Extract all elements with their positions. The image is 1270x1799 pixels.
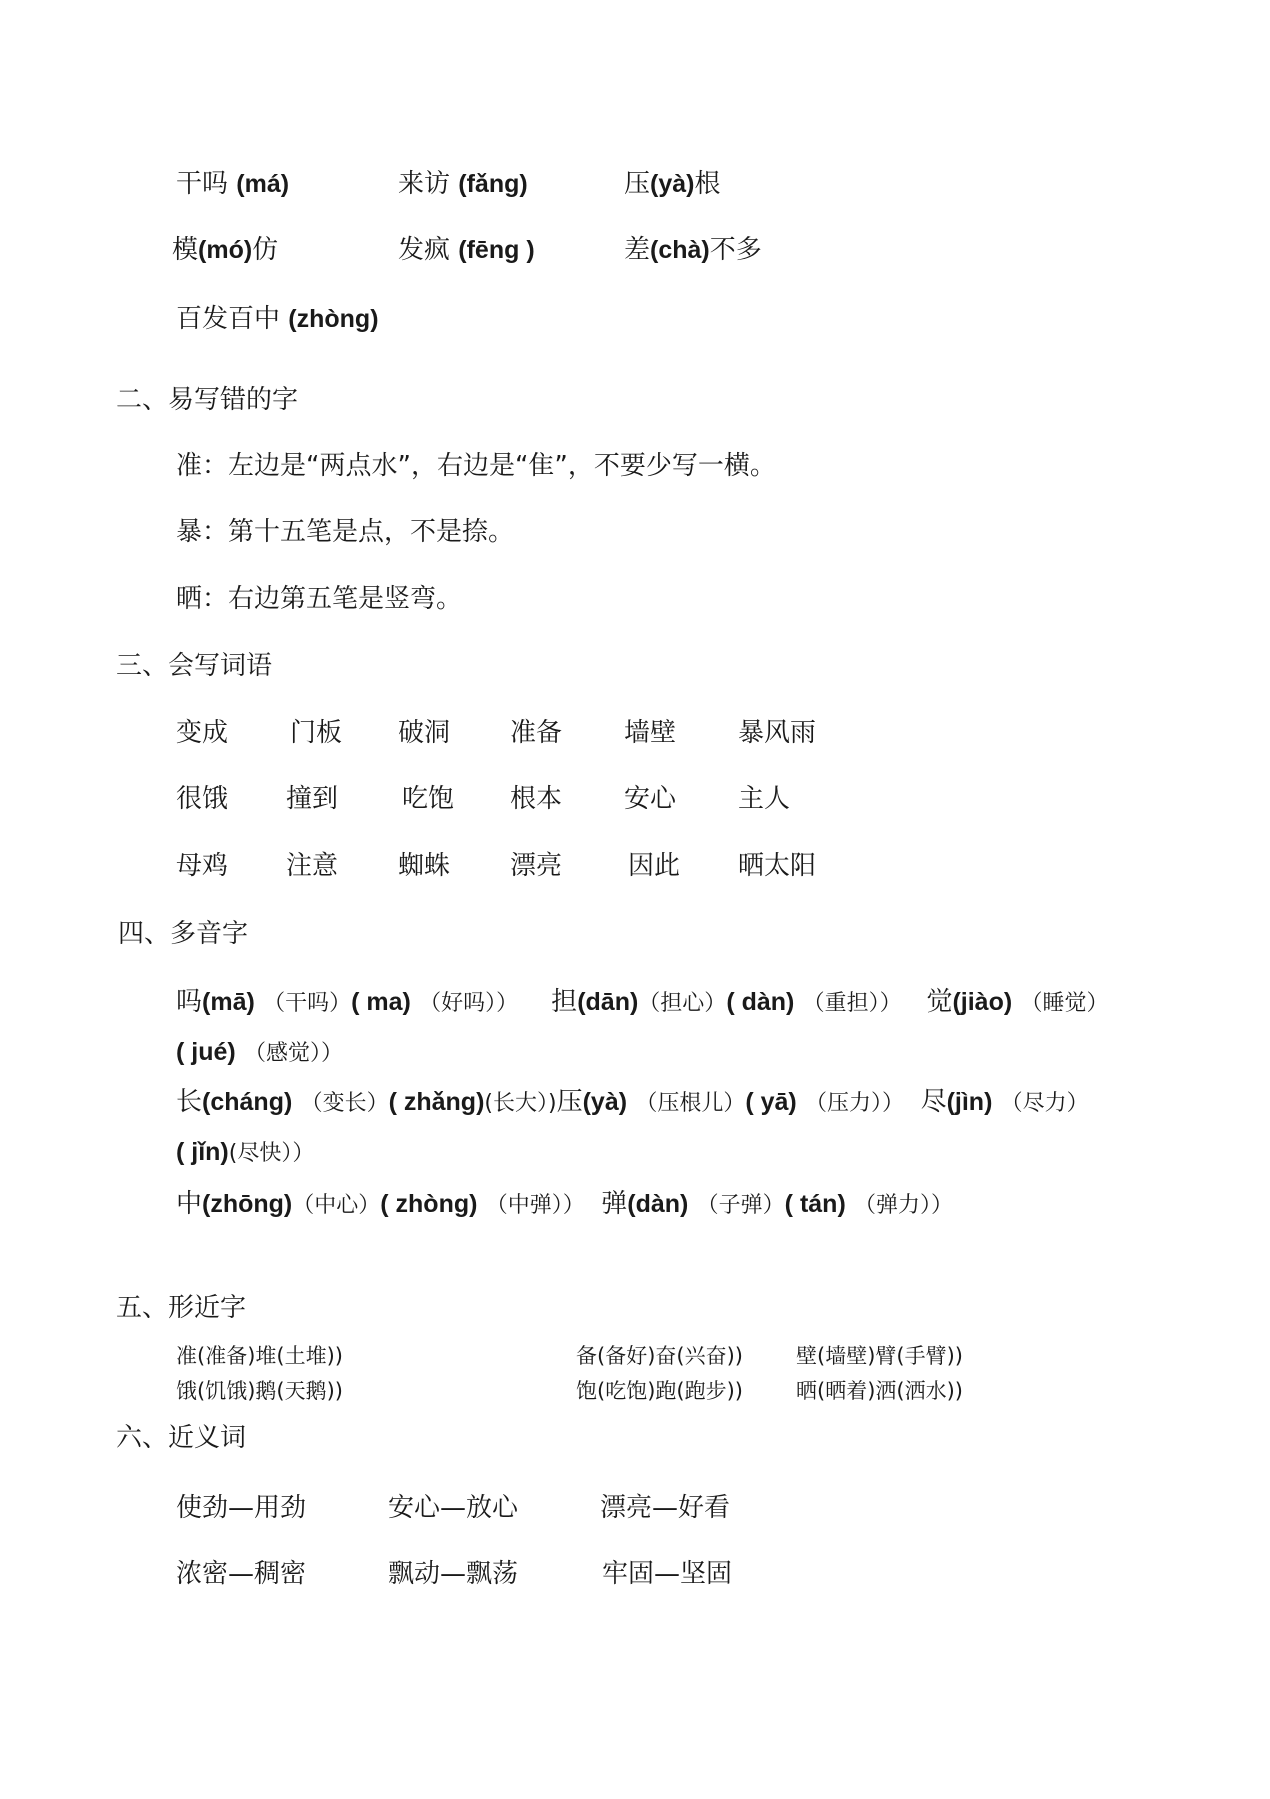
word-item: 注意 (286, 851, 339, 881)
similar-char-item: 饿(饥饿)鹅(天鹅)) (176, 1379, 343, 1403)
synonym-pair: 牢固—坚固 (602, 1559, 733, 1589)
word-item: 晒太阳 (738, 851, 817, 881)
similar-char-item: 备(备好)奋(兴奋)) (576, 1344, 743, 1368)
word-item: 蜘蛛 (398, 851, 451, 881)
note-line-1: 准：左边是“两点水”，右边是“隹”，不要少写一横。 (176, 451, 776, 481)
synonym-pair: 飘动—飘荡 (388, 1559, 519, 1589)
polyphone-line-2: ( jué) （感觉）） (176, 1038, 343, 1066)
polyphone-item-yagen: 压(yà)根 (624, 169, 721, 199)
polyphone-item-baifabaizhong: 百发百中 (zhòng) (176, 304, 379, 334)
section-title-5: 五、形近字 (116, 1293, 247, 1323)
section-title-3: 三、会写词语 (116, 651, 273, 681)
polyphone-item-ganma: 干吗 (má) (176, 169, 290, 199)
polyphone-line-3: 长(cháng) （变长）( zhǎng)(长大）)压(yà) （压根儿）( yā) （压力）） 尽(jìn) （尽力） (176, 1087, 1089, 1117)
similar-char-item: 壁(墙壁)臂(手臂)) (796, 1344, 963, 1368)
polyphone-line-4: ( jǐn)(尽快）） (176, 1138, 315, 1166)
section-title-6: 六、近义词 (116, 1423, 247, 1453)
word-item: 暴风雨 (738, 718, 817, 748)
note-line-3: 晒：右边第五笔是竖弯。 (176, 584, 463, 614)
polyphone-line-5: 中(zhōng)（中心）( zhòng) （中弹）） 弹(dàn) （子弹）( tán) （弹力）） (176, 1189, 954, 1219)
similar-char-item: 饱(吃饱)跑(跑步)) (576, 1379, 743, 1403)
similar-char-item: 晒(晒着)洒(洒水)) (796, 1379, 963, 1403)
word-item: 准备 (510, 718, 563, 748)
word-item: 撞到 (286, 784, 339, 814)
word-item: 门板 (290, 718, 343, 748)
polyphone-item-mofang: 模(mó)仿 (172, 235, 279, 265)
word-item: 根本 (510, 784, 563, 814)
synonym-pair: 浓密—稠密 (176, 1559, 307, 1589)
word-item: 很饿 (176, 784, 229, 814)
section-title-2: 二、易写错的字 (116, 385, 299, 415)
polyphone-item-fafeng: 发疯 (fēng ) (398, 235, 535, 265)
word-item: 母鸡 (176, 851, 229, 881)
synonym-pair: 漂亮—好看 (600, 1493, 731, 1523)
note-line-2: 暴：第十五笔是点，不是捺。 (176, 517, 515, 547)
word-item: 安心 (624, 784, 677, 814)
word-item: 吃饱 (402, 784, 455, 814)
word-item: 因此 (628, 851, 681, 881)
synonym-pair: 使劲—用劲 (176, 1493, 307, 1523)
word-item: 破洞 (398, 718, 451, 748)
word-item: 主人 (738, 784, 791, 814)
polyphone-item-chabuduo: 差(chà)不多 (624, 235, 762, 265)
similar-char-item: 准(准备)堆(土堆)) (176, 1344, 343, 1368)
polyphone-item-laifang: 来访 (fǎng) (398, 169, 528, 199)
polyphone-line-1: 吗(mā) （干吗）( ma) （好吗）） 担(dān)（担心）( dàn) （重担）） 觉(jiào) （睡觉） (176, 987, 1109, 1017)
word-item: 变成 (176, 718, 229, 748)
word-item: 墙壁 (624, 718, 677, 748)
word-item: 漂亮 (510, 851, 563, 881)
synonym-pair: 安心—放心 (388, 1493, 519, 1523)
section-title-4: 四、多音字 (118, 919, 249, 949)
